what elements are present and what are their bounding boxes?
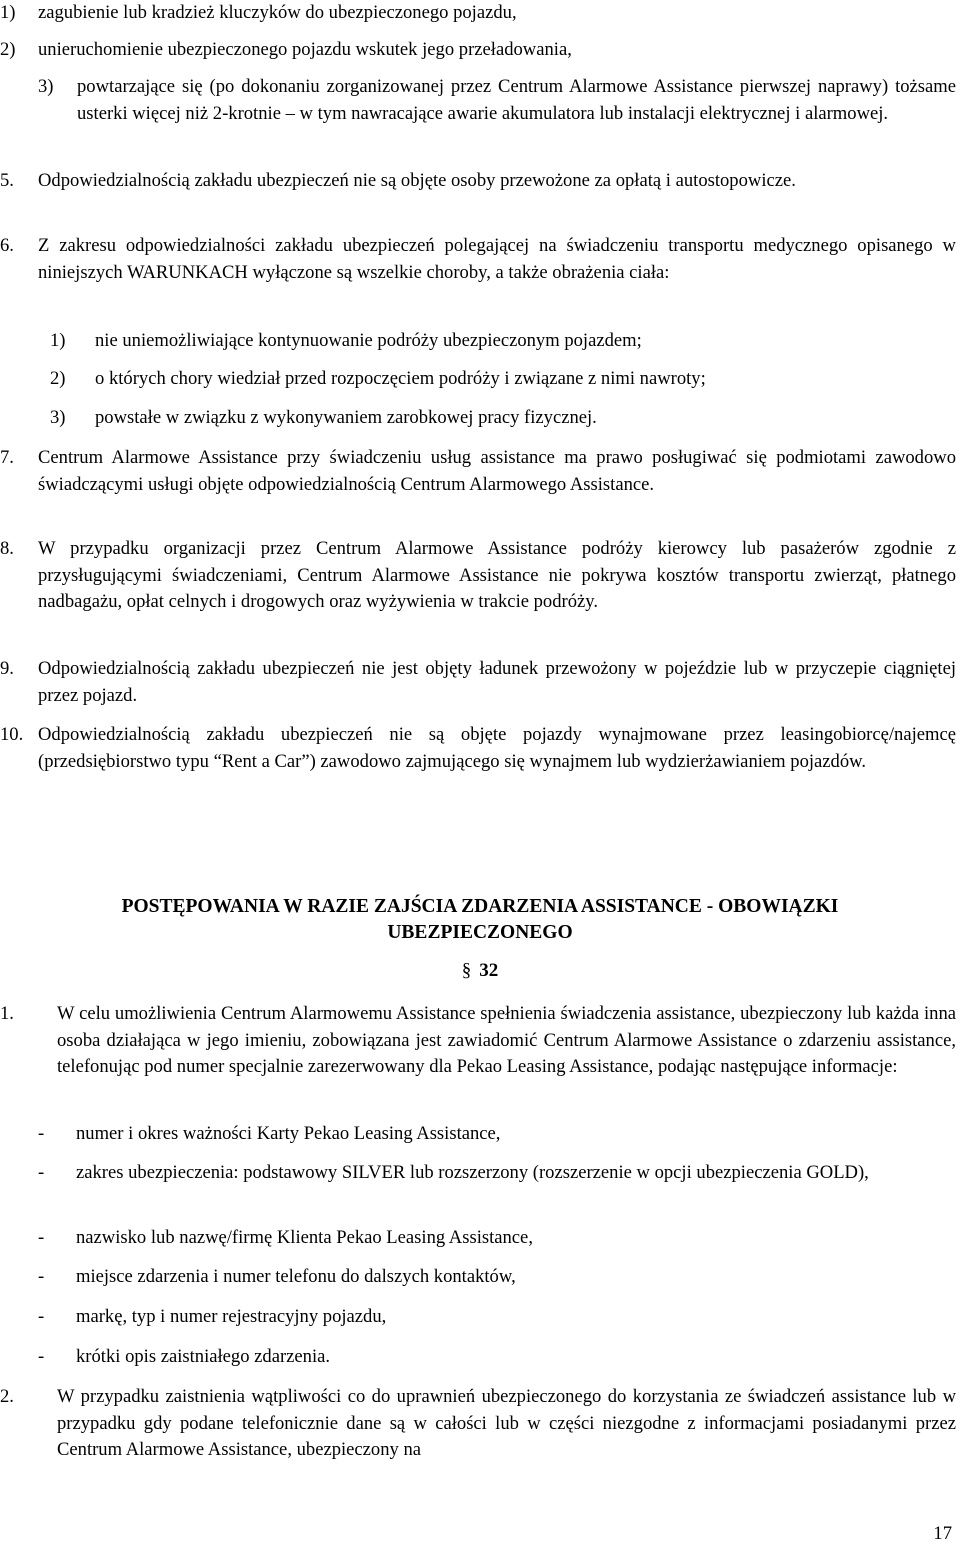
item-text: numer i okres ważności Karty Pekao Leasing Assistance,: [76, 1123, 501, 1144]
list-item: [50, 328, 795, 355]
item-number: 2): [50, 368, 66, 389]
list-item: [38, 1304, 956, 1331]
section-title: [0, 894, 960, 946]
list-item: [38, 1264, 956, 1291]
item-number: 6.: [0, 235, 14, 256]
item-number: 2.: [0, 1386, 14, 1407]
numbered-paragraph: [0, 656, 956, 709]
numbered-paragraph: [0, 1001, 956, 1081]
item-text: Centrum Alarmowe Assistance przy świadczeniu usług assistance ma prawo posługiwać się podmiotami zawodowo świadczącymi usługi objęte odpowiedzialnością Centrum Alarmowego Assistance.: [38, 447, 956, 495]
item-number: 10.: [0, 724, 24, 745]
item-number: 9.: [0, 658, 14, 679]
item-text: Odpowiedzialnością zakładu ubezpieczeń nie jest objęty ładunek przewożony w pojeździe lub w przyczepie ciągniętej przez pojazd.: [38, 658, 956, 706]
bullet-dash: -: [38, 1346, 45, 1367]
bullet-dash: -: [38, 1162, 45, 1183]
list-item: [38, 1344, 956, 1371]
paragraph-number-value: 32: [479, 960, 499, 981]
numbered-paragraph: [0, 445, 956, 498]
item-text: Odpowiedzialnością zakładu ubezpieczeń nie są objęte osoby przewożone za opłatą i autostopowicze.: [38, 170, 796, 191]
bullet-dash: -: [38, 1123, 45, 1144]
numbered-paragraph: [0, 168, 956, 195]
list-item: [38, 1121, 956, 1148]
numbered-paragraph: [0, 1384, 956, 1464]
item-text: Odpowiedzialnością zakładu ubezpieczeń nie są objęte pojazdy wynajmowane przez leasingobiorcę/najemcę (przedsiębiorstwo typu “Rent a Car”) zawodowo zajmującego się wynajmem lub wydzierżawianiem pojazdów.: [38, 724, 956, 772]
item-number: 1): [0, 2, 16, 23]
item-text: zagubienie lub kradzież kluczyków do ubezpieczonego pojazdu,: [38, 2, 517, 23]
bullet-dash: -: [38, 1266, 45, 1287]
item-number: 1.: [0, 1003, 14, 1024]
item-text: powtarzające się (po dokonaniu zorganizowanej przez Centrum Alarmowe Assistance pierwszej naprawy) tożsame usterki więcej niż 2-krotnie – w tym nawracające awarie akumulatora lub instalacji elektrycznej i alarmowej.: [77, 76, 956, 124]
list-item: [38, 74, 956, 127]
item-text: powstałe w związku z wykonywaniem zarobkowej pracy fizycznej.: [95, 407, 597, 428]
item-number: 8.: [0, 538, 14, 559]
item-text: markę, typ i numer rejestracyjny pojazdu,: [76, 1306, 387, 1327]
item-text: Z zakresu odpowiedzialności zakładu ubezpieczeń polegającej na świadczeniu transportu medycznego opisanego w niniejszych WARUNKACH wyłączone są wszelkie choroby, a także obrażenia ciała:: [38, 235, 956, 283]
item-number: 3): [50, 407, 66, 428]
item-number: 7.: [0, 447, 14, 468]
list-item: [50, 366, 795, 393]
bullet-dash: -: [38, 1306, 45, 1327]
item-text: W celu umożliwienia Centrum Alarmowemu Assistance spełnienia świadczenia assistance, ubezpieczony lub każda inna osoba działająca w jego imieniu, zobowiązana jest zawiadomić Centrum Alarmowe Assistance o zdarzeniu assistance, telefonując pod numer specjalnie zarezerwowany dla Pekao Leasing Assistance, podając następujące informacje:: [57, 1003, 956, 1077]
item-text: miejsce zdarzenia i numer telefonu do dalszych kontaktów,: [76, 1266, 516, 1287]
page-number: 17: [933, 1523, 952, 1544]
list-item: [0, 0, 956, 27]
list-item: [0, 37, 956, 64]
section-sign-icon: §: [461, 960, 472, 981]
numbered-paragraph: [0, 233, 956, 286]
numbered-paragraph: [0, 536, 956, 616]
list-item: [38, 1225, 956, 1252]
item-text: zakres ubezpieczenia: podstawowy SILVER lub rozszerzony (rozszerzenie w opcji ubezpieczenia GOLD),: [76, 1162, 869, 1183]
item-text: nie uniemożliwiające kontynuowanie podróży ubezpieczonym pojazdem;: [95, 330, 642, 351]
item-text: W przypadku zaistnienia wątpliwości co do uprawnień ubezpieczonego do korzystania ze świadczeń assistance lub w przypadku gdy podane telefonicznie dane są w całości lub w części niezgodne z informacjami posiadanymi przez Centrum Alarmowe Assistance, ubezpieczony na: [57, 1386, 956, 1460]
list-item: [50, 405, 795, 432]
item-text: W przypadku organizacji przez Centrum Alarmowe Assistance podróży kierowcy lub pasażerów zgodnie z przysługującymi świadczeniami, Centrum Alarmowe Assistance nie pokrywa kosztów transportu zwierząt, płatnego nadbagażu, opłat celnych i drogowych oraz wyżywienia w trakcie podróży.: [38, 538, 956, 612]
section-title-line: UBEZPIECZONEGO: [387, 922, 573, 943]
paragraph-number: [0, 960, 960, 982]
section-title-line: POSTĘPOWANIA W RAZIE ZAJŚCIA ZDARZENIA ASSISTANCE - OBOWIĄZKI: [121, 896, 839, 917]
item-text: nazwisko lub nazwę/firmę Klienta Pekao Leasing Assistance,: [76, 1227, 533, 1248]
item-number: 5.: [0, 170, 14, 191]
item-text: krótki opis zaistniałego zdarzenia.: [76, 1346, 331, 1367]
numbered-paragraph: [0, 722, 956, 775]
list-item: [38, 1160, 956, 1187]
bullet-dash: -: [38, 1227, 45, 1248]
item-number: 3): [38, 76, 54, 97]
item-text: o których chory wiedział przed rozpoczęciem podróży i związane z nimi nawroty;: [95, 368, 706, 389]
item-number: 1): [50, 330, 66, 351]
item-text: unieruchomienie ubezpieczonego pojazdu wskutek jego przeładowania,: [38, 39, 572, 60]
item-number: 2): [0, 39, 16, 60]
